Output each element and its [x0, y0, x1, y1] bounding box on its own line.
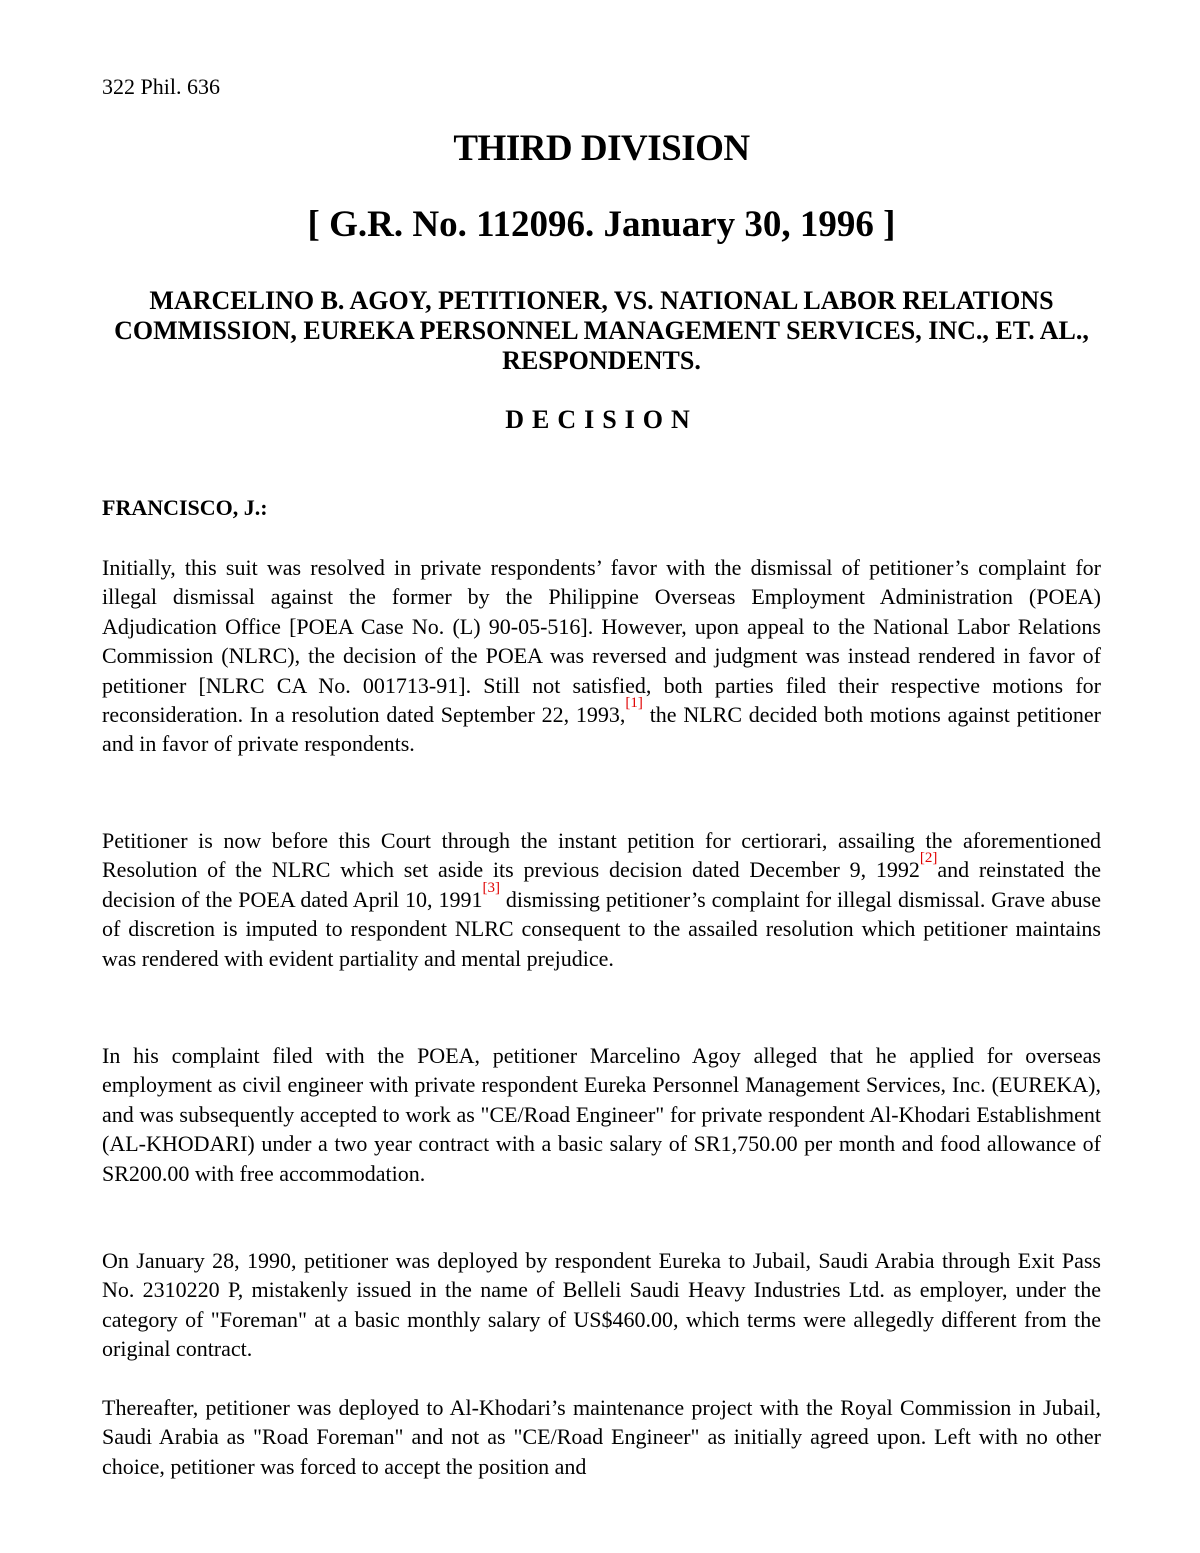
paragraph-text: Petitioner is now before this Court through the instant petition for certiorari, assailing the aforementioned Resolution of the NLRC which set aside its previous decision dated December 9, 1992 [102, 828, 1101, 883]
gr-number-title: [ G.R. No. 112096. January 30, 1996 ] [307, 204, 896, 245]
case-citation: 322 Phil. 636 [102, 74, 220, 99]
ponente: FRANCISCO, J.: [102, 495, 268, 520]
paragraph-text: and reinstated the decision of the POEA dated April 10, 1991 [102, 857, 1101, 912]
paragraph-text: Initially, this suit was resolved in private respondents’ favor with the dismissal of petitioner’s complaint for illegal dismissal against the former by the Philippine Overseas Employment Administration (POEA) Adjudication Office [POEA Case No. (L) 90-05-516]. However, upon appeal to the National Labor Relations Commission (NLRC), the decision of the POEA was reversed and judgment was instead rendered in favor of petitioner [NLRC CA No. 001713-91]. Still not satisfied, both parties filed their respective motions for reconsideration. In a resolution dated September 22, 1993, [102, 555, 1101, 728]
decision-heading: DECISION [505, 405, 698, 434]
footnote-link-1[interactable]: [1] [625, 695, 643, 712]
paragraph-text: the NLRC decided both motions against petitioner and in favor of private respondents. [102, 702, 1101, 757]
case-parties: MARCELINO B. AGOY, PETITIONER, VS. NATIONAL LABOR RELATIONS COMMISSION, EUREKA PERSONNEL MANAGEMENT SERVICES, INC., ET. AL., RESPONDENTS. [114, 286, 1089, 375]
paragraph-text: dismissing petitioner’s complaint for illegal dismissal. Grave abuse of discretion is imputed to respondent NLRC consequent to the assailed resolution which petitioner maintains was rendered with evident partiality and mental prejudice. [102, 886, 1101, 971]
division-title: THIRD DIVISION [453, 128, 750, 169]
footnote-link-2[interactable]: [2] [919, 850, 938, 867]
body-paragraph-2 [102, 826, 1101, 973]
body-paragraph-4: On January 28, 1990, petitioner was deployed by respondent Eureka to Jubail, Saudi Arabia through Exit Pass No. 2310220 P, mistakenly issued in the name of Belleli Saudi Heavy Industries Ltd. as employer, under the category of "Foreman" at a basic monthly salary of US$460.00, which terms were allegedly different from the original contract. [102, 1248, 1101, 1362]
body-paragraph-3: In his complaint filed with the POEA, petitioner Marcelino Agoy alleged that he applied for overseas employment as civil engineer with private respondent Eureka Personnel Management Services, Inc. (EUREKA), and was subsequently accepted to work as "CE/Road Engineer" for private respondent Al-Khodari Establishment (AL-KHODARI) under a two year contract with a basic salary of SR1,750.00 per month and food allowance of SR200.00 with free accommodation. [102, 1043, 1101, 1186]
body-paragraph-1 [102, 553, 1101, 759]
footnote-link-3[interactable]: [3] [482, 879, 500, 896]
body-paragraph-5: Thereafter, petitioner was deployed to Al-Khodari’s maintenance project with the Royal Commission in Jubail, Saudi Arabia as "Road Foreman" and not as "CE/Road Engineer" as initially agreed upon. Left with no other choice, petitioner was forced to accept the position and [102, 1395, 1101, 1479]
